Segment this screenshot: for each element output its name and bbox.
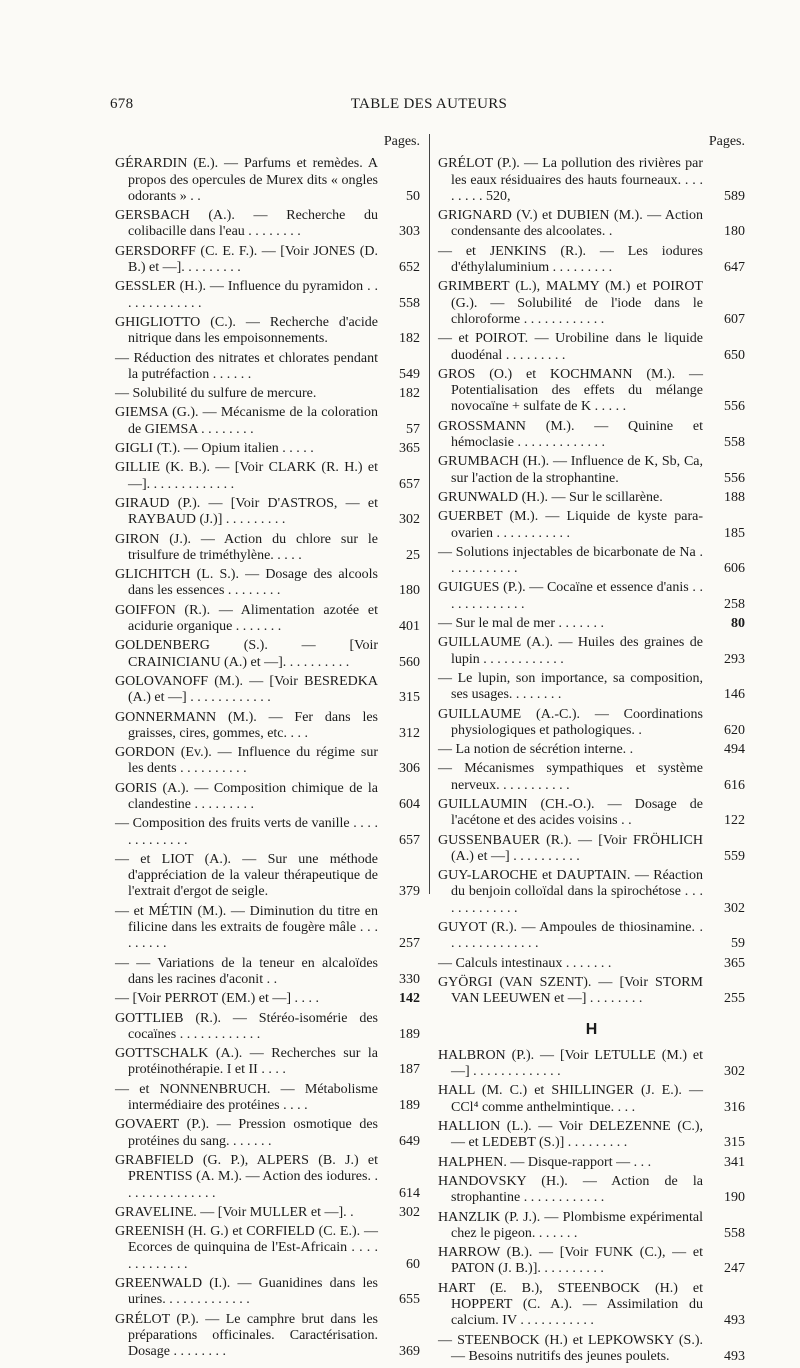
entry-page: 316 xyxy=(724,1099,745,1115)
index-entry xyxy=(115,460,420,493)
entry-text: HANDOVSKY (H.). — Action de la strophantine . . . . . . . . . . . . xyxy=(438,1173,703,1206)
entry-text: GUY-LAROCHE et DAUPTAIN. — Réaction du benjoin colloïdal dans la spirochétose . . . . . . . . . . . . . xyxy=(438,868,703,916)
index-entry xyxy=(438,1210,745,1243)
entry-text: GIRAUD (P.). — [Voir D'ASTROS, — et RAYBAUD (J.)] . . . . . . . . . xyxy=(115,495,378,528)
entry-page: 303 xyxy=(399,224,420,240)
entry-page: 401 xyxy=(399,619,420,635)
entry-text: — Sur le mal de mer . . . . . . . xyxy=(438,616,605,632)
entry-text: GOTTSCHALK (A.). — Recherches sur la protéinothérapie. I et II . . . . xyxy=(115,1046,378,1078)
entry-page: 647 xyxy=(724,260,745,276)
index-entry xyxy=(115,781,420,814)
index-entry xyxy=(115,1046,420,1079)
index-entry xyxy=(438,1174,745,1207)
entry-page: 607 xyxy=(724,311,745,327)
entry-page: 185 xyxy=(724,525,745,541)
index-entry xyxy=(115,674,420,707)
entry-page: 365 xyxy=(399,441,420,457)
entry-text: GREENISH (H. G.) et CORFIELD (C. E.). — Ecorces de quinquina de l'Est-Africain . . . . . . . . . . . . . xyxy=(115,1224,378,1272)
index-entry xyxy=(115,386,420,402)
entry-page: 620 xyxy=(724,722,745,738)
index-entry xyxy=(115,1224,420,1273)
entry-page: 365 xyxy=(724,955,745,971)
entry-text: GERSDORFF (C. E. F.). — [Voir JONES (D. B.) et —]. . . . . . . . . xyxy=(115,243,378,276)
index-entry xyxy=(438,367,745,416)
entry-page: 312 xyxy=(399,725,420,741)
entry-text: HALPHEN. — Disque-rapport — . . . xyxy=(438,1154,652,1170)
entry-page: 302 xyxy=(399,1204,420,1220)
index-entry xyxy=(115,208,420,241)
entry-page: 189 xyxy=(399,1098,420,1114)
entry-page: 604 xyxy=(399,796,420,812)
index-entry xyxy=(115,567,420,600)
entry-text: — Le lupin, son importance, sa composition, ses usages. . . . . . . . xyxy=(438,670,703,703)
index-entry xyxy=(115,710,420,743)
entry-page: 25 xyxy=(406,547,420,563)
entry-text: GHIGLIOTTO (C.). — Recherche d'acide nitrique dans les empoisonnements. xyxy=(115,314,378,347)
entry-text: GESSLER (H.). — Influence du pyramidon . . . . . . . . . . . . . xyxy=(115,279,378,311)
entry-text: GONNERMANN (M.). — Fer dans les graisses, cires, gommes, etc. . . . xyxy=(115,709,378,741)
entry-text: GIRON (J.). — Action du chlore sur le trisulfure de triméthylène. . . . . xyxy=(115,531,378,563)
entry-text: — — Variations de la teneur en alcaloïdes dans les racines d'aconit . . xyxy=(115,955,378,987)
entry-text: GRIMBERT (L.), MALMY (M.) et POIROT (G.). — Solubilité de l'iode dans le chloroforme . . . . . . . . . . . . xyxy=(438,279,703,327)
pages-label: Pages. xyxy=(708,134,745,149)
page-number: 678 xyxy=(110,96,134,112)
entry-text: GRÉLOT (P.). — La pollution des rivières par les eaux résiduaires des hauts fourneaux. . . . . . . . . 520, xyxy=(438,156,703,204)
entry-page: 652 xyxy=(399,260,420,276)
index-entry xyxy=(115,532,420,565)
entry-page: 616 xyxy=(724,777,745,793)
entry-page: 649 xyxy=(399,1133,420,1149)
entry-text: — Solubilité du sulfure de mercure. xyxy=(115,386,317,402)
entry-text: GORDON (Ev.). — Influence du régime sur les dents . . . . . . . . . . xyxy=(115,745,378,777)
entry-text: GUERBET (M.). — Liquide de kyste para-ovarien . . . . . . . . . . . xyxy=(438,509,703,541)
index-entry xyxy=(438,616,745,632)
entry-text: GRUMBACH (H.). — Influence de K, Sb, Ca, sur l'action de la strophantine. xyxy=(438,454,703,486)
index-entry xyxy=(115,956,420,989)
entry-page: 315 xyxy=(399,690,420,706)
entry-page: 180 xyxy=(724,224,745,240)
index-entry xyxy=(115,1011,420,1044)
entry-page: 60 xyxy=(406,1256,420,1272)
right-entry-list-g xyxy=(438,156,745,1007)
entry-text: GUILLAUME (A.). — Huiles des graines de lupin . . . . . . . . . . . . xyxy=(438,635,703,667)
index-entry xyxy=(115,1276,420,1309)
entry-text: GOTTLIEB (R.). — Stéréo-isomérie des cocaïnes . . . . . . . . . . . . xyxy=(115,1010,378,1042)
entry-text: — STEENBOCK (H.) et LEPKOWSKY (S.). — Besoins nutritifs des jeunes poulets. xyxy=(438,1332,703,1364)
entry-text: HALL (M. C.) et SHILLINGER (J. E.). — CCl⁴ comme anthelmintique. . . . xyxy=(438,1083,703,1115)
entry-page: 589 xyxy=(724,188,745,204)
entry-text: GRUNWALD (H.). — Sur le scillarène. xyxy=(438,489,663,505)
index-entry xyxy=(115,405,420,438)
index-entry xyxy=(438,1245,745,1278)
entry-text: GYÖRGI (VAN SZENT). — [Voir STORM VAN LEEUWEN et —] . . . . . . . . xyxy=(438,974,703,1007)
entry-text: HART (E. B.), STEENBOCK (H.) et HOPPERT (C. A.). — Assimilation du calcium. IV . . . . . . . . . . . xyxy=(438,1280,703,1329)
index-entry xyxy=(438,635,745,668)
index-entry xyxy=(115,351,420,384)
entry-page: 190 xyxy=(724,1190,745,1206)
index-entry xyxy=(438,545,745,578)
index-entry xyxy=(438,920,745,953)
entry-text: HARROW (B.). — [Voir FUNK (C.), — et PATON (J. B.)]. . . . . . . . . . xyxy=(438,1245,703,1277)
entry-text: GRAVELINE. — [Voir MULLER et —]. . xyxy=(115,1204,354,1220)
index-entry xyxy=(115,279,420,312)
entry-text: GILLIE (K. B.). — [Voir CLARK (R. H.) et —]. . . . . . . . . . . . . xyxy=(115,460,378,492)
pages-label: Pages. xyxy=(383,134,420,149)
right-column xyxy=(438,134,745,1368)
entry-page: 494 xyxy=(724,742,745,758)
entry-page: 122 xyxy=(724,813,745,829)
index-entry xyxy=(115,816,420,849)
index-entry xyxy=(115,603,420,636)
entry-text: GIGLI (T.). — Opium italien . . . . . xyxy=(115,441,314,457)
index-entry xyxy=(115,1082,420,1115)
entry-text: GOIFFON (R.). — Alimentation azotée et acidurie organique . . . . . . . xyxy=(115,602,378,635)
index-entry xyxy=(115,638,420,671)
column-divider xyxy=(429,134,430,894)
index-entry xyxy=(115,991,420,1007)
entry-text: — et MÉTIN (M.). — Diminution du titre en filicine dans les extraits de fougère mâle . . . . . . . . . xyxy=(115,903,378,952)
entry-page: 330 xyxy=(399,971,420,987)
section-letter-h: H xyxy=(585,1020,598,1038)
entry-text: GOVAERT (P.). — Pression osmotique des protéines du sang. . . . . . . xyxy=(115,1117,378,1149)
index-entry xyxy=(115,1117,420,1150)
entry-page: 558 xyxy=(399,295,420,311)
index-entry xyxy=(438,1333,745,1366)
entry-page: 657 xyxy=(399,476,420,492)
entry-page: 558 xyxy=(724,1225,745,1241)
index-entry xyxy=(115,1312,420,1361)
entry-page: 650 xyxy=(724,347,745,363)
index-entry xyxy=(438,490,745,506)
entry-text: GRÉLOT (P.). — Le camphre brut dans les préparations officinales. Caractérisation. Dosage . . . . . . . . xyxy=(115,1311,378,1360)
index-entry xyxy=(115,1205,420,1221)
entry-text: — Réduction des nitrates et chlorates pendant la putréfaction . . . . . . xyxy=(115,350,378,382)
entry-page: 493 xyxy=(724,1348,745,1364)
entry-text: GUILLAUME (A.-C.). — Coordinations physiologiques et pathologiques. . xyxy=(438,706,703,738)
entry-page: 57 xyxy=(406,421,420,437)
entry-page: 187 xyxy=(399,1062,420,1078)
entry-text: — et POIROT. — Urobiline dans le liquide duodénal . . . . . . . . . xyxy=(438,331,703,363)
entry-page: 657 xyxy=(399,832,420,848)
entry-page: 258 xyxy=(724,596,745,612)
index-entry xyxy=(438,956,745,972)
index-entry xyxy=(438,1155,745,1171)
index-entry xyxy=(115,441,420,457)
entry-page: 302 xyxy=(724,900,745,916)
entry-text: GUSSENBAUER (R.). — [Voir FRÖHLICH (A.) et —] . . . . . . . . . . xyxy=(438,832,703,864)
entry-text: GROS (O.) et KOCHMANN (M.). — Potentialisation des effets du mélange novocaïne + sulfate de K . . . . . xyxy=(438,366,703,415)
right-entry-list-h xyxy=(438,1048,745,1365)
index-entry xyxy=(438,797,745,830)
index-entry xyxy=(438,208,745,241)
index-entry xyxy=(438,156,745,205)
index-entry xyxy=(115,315,420,348)
index-entry xyxy=(115,156,420,205)
entry-page: 255 xyxy=(724,991,745,1007)
entry-page: 559 xyxy=(724,848,745,864)
index-entry xyxy=(115,745,420,778)
entry-page: 146 xyxy=(724,687,745,703)
entry-page: 315 xyxy=(724,1135,745,1151)
entry-page: 142 xyxy=(399,991,420,1007)
entry-text: GUYOT (R.). — Ampoules de thiosinamine. . . . . . . . . . . . . . . xyxy=(438,920,703,952)
entry-text: GUIGUES (P.). — Cocaïne et essence d'anis . . . . . . . . . . . . . xyxy=(438,580,703,612)
entry-text: GLICHITCH (L. S.). — Dosage des alcools dans les essences . . . . . . . . xyxy=(115,567,378,599)
entry-page: 247 xyxy=(724,1261,745,1277)
entry-page: 180 xyxy=(399,583,420,599)
index-entry xyxy=(438,509,745,542)
entry-page: 59 xyxy=(731,936,745,952)
index-entry xyxy=(115,496,420,529)
entry-text: HALBRON (P.). — [Voir LETULLE (M.) et —] . . . . . . . . . . . . . xyxy=(438,1047,703,1080)
index-entry xyxy=(115,244,420,277)
entry-text: GÉRARDIN (E.). — Parfums et remèdes. A propos des opercules de Murex dits « ongles odorants » . . xyxy=(115,156,378,204)
entry-page: 188 xyxy=(724,489,745,505)
entry-page: 189 xyxy=(399,1026,420,1042)
entry-text: GRABFIELD (G. P.), ALPERS (B. J.) et PRENTISS (A. M.). — Action des iodures. . . . . . . . . . . . . . . xyxy=(115,1152,378,1201)
entry-text: — et JENKINS (R.). — Les iodures d'éthylaluminium . . . . . . . . . xyxy=(438,243,703,276)
entry-text: — [Voir PERROT (EM.) et —] . . . . xyxy=(115,991,320,1007)
entry-page: 341 xyxy=(724,1154,745,1170)
entry-page: 369 xyxy=(399,1344,420,1360)
entry-page: 549 xyxy=(399,366,420,382)
index-entry xyxy=(438,419,745,452)
entry-text: GRIGNARD (V.) et DUBIEN (M.). — Action condensante des alcoolates. . xyxy=(438,208,703,240)
entry-text: GORIS (A.). — Composition chimique de la clandestine . . . . . . . . . xyxy=(115,780,378,812)
index-entry xyxy=(438,707,745,740)
index-entry xyxy=(438,868,745,917)
entry-page: 560 xyxy=(399,654,420,670)
index-entry xyxy=(438,279,745,328)
entry-text: GIEMSA (G.). — Mécanisme de la coloration de GIEMSA . . . . . . . . xyxy=(115,405,378,437)
index-entry xyxy=(438,975,745,1008)
entry-page: 614 xyxy=(399,1185,420,1201)
index-entry xyxy=(438,833,745,866)
entry-page: 556 xyxy=(724,470,745,486)
entry-text: GUILLAUMIN (CH.-O.). — Dosage de l'acétone et des acides voisins . . xyxy=(438,796,703,829)
entry-page: 257 xyxy=(399,936,420,952)
entry-page: 302 xyxy=(399,512,420,528)
index-entry xyxy=(438,761,745,794)
entry-page: 182 xyxy=(399,386,420,402)
index-entry xyxy=(438,580,745,613)
index-entry xyxy=(115,1153,420,1202)
index-entry xyxy=(438,1281,745,1330)
index-entry xyxy=(438,454,745,487)
index-entry xyxy=(438,671,745,704)
entry-page: 302 xyxy=(724,1064,745,1080)
entry-text: — et LIOT (A.). — Sur une méthode d'appréciation de la valeur thérapeutique de l'extrait d'ergot de seigle. xyxy=(115,851,378,900)
index-entry xyxy=(115,852,420,901)
index-entry xyxy=(438,742,745,758)
index-entry xyxy=(438,1048,745,1081)
entry-page: 493 xyxy=(724,1313,745,1329)
entry-text: — Mécanismes sympathiques et système nerveux. . . . . . . . . . . xyxy=(438,761,703,793)
entry-page: 293 xyxy=(724,651,745,667)
entry-text: GREENWALD (I.). — Guanidines dans les urines. . . . . . . . . . . . . xyxy=(115,1276,378,1308)
entry-text: — La notion de sécrétion interne. . xyxy=(438,742,634,758)
page-title: TABLE DES AUTEURS xyxy=(350,96,508,112)
entry-text: HANZLIK (P. J.). — Plombisme expérimental chez le pigeon. . . . . . . xyxy=(438,1209,703,1241)
entry-page: 379 xyxy=(399,884,420,900)
entry-page: 606 xyxy=(724,561,745,577)
entry-text: HALLION (L.). — Voir DELEZENNE (C.), — et LEDEBT (S.)] . . . . . . . . . xyxy=(438,1119,703,1151)
entry-page: 558 xyxy=(724,435,745,451)
entry-text: GROSSMANN (M.). — Quinine et hémoclasie . . . . . . . . . . . . . xyxy=(438,418,703,451)
page-header xyxy=(110,96,748,120)
entry-page: 182 xyxy=(399,331,420,347)
entry-page: 80 xyxy=(731,616,745,632)
index-entry xyxy=(438,331,745,364)
entry-text: GOLDENBERG (S.). — [Voir CRAINICIANU (A.) et —]. . . . . . . . . . xyxy=(115,638,378,670)
entry-text: — Composition des fruits verts de vanille . . . . . . . . . . . . . xyxy=(115,816,378,848)
index-entry xyxy=(438,1119,745,1152)
index-entry xyxy=(438,244,745,277)
entry-text: — Solutions injectables de bicarbonate de Na . . . . . . . . . . . xyxy=(438,544,703,577)
entry-text: — et NONNENBRUCH. — Métabolisme intermédiaire des protéines . . . . xyxy=(115,1081,378,1114)
index-entry xyxy=(115,904,420,953)
entry-page: 306 xyxy=(399,761,420,777)
entry-page: 50 xyxy=(406,188,420,204)
left-entry-list xyxy=(115,156,420,1360)
entry-page: 556 xyxy=(724,399,745,415)
entry-page: 655 xyxy=(399,1292,420,1308)
entry-text: — Calculs intestinaux . . . . . . . xyxy=(438,955,612,971)
entry-text: GOLOVANOFF (M.). — [Voir BESREDKA (A.) et —] . . . . . . . . . . . . xyxy=(115,673,378,706)
index-entry xyxy=(438,1083,745,1116)
left-column xyxy=(115,134,420,1363)
entry-text: GERSBACH (A.). — Recherche du colibacille dans l'eau . . . . . . . . xyxy=(115,208,378,240)
